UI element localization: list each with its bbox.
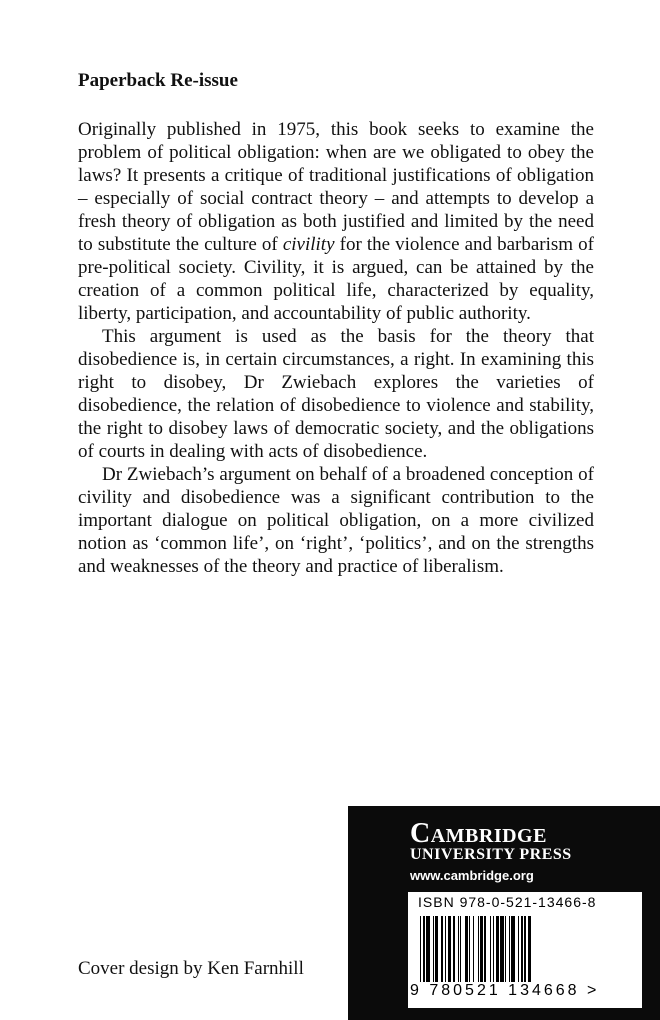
- blurb-paragraph-2: This argument is used as the basis for the theory that disobedience is, in certain circumstances, a right. In examining this right to disobey, Dr Zwiebach explores the varieties of disobedience, the relation of disobedience to violence and stability, the right to disobey laws of democratic society, and the obligations of courts in dealing with acts of disobedience.: [78, 326, 594, 462]
- blurb-paragraph-1: Originally published in 1975, this book seeks to examine the problem of political obligation: when are we obligated to obey the laws? It presents a critique of traditional justifications of obligation – especially of social contract theory – and attempts to develop a fresh theory of obligation as both justified and limited by the need to substitute the culture of civility for the violence and barbarism of pre-political society. Civility, it is argued, can be attained by the creation of a common political life, characterized by equality, liberty, participation, and accountability of public authority.: [78, 119, 594, 324]
- publisher-url: www.cambridge.org: [410, 868, 534, 883]
- section-heading: Paperback Re-issue: [78, 70, 238, 91]
- blurb-paragraph-3: Dr Zwiebach’s argument on behalf of a broadened conception of civility and disobedience was a significant contribution to the important dialogue on political obligation, on a more civilized notion as ‘common life’, on ‘right’, ‘politics’, and on the strengths and weaknesses of the theory and practice of liberalism.: [78, 464, 594, 577]
- publisher-panel: [348, 806, 660, 1020]
- barcode-bars: [420, 916, 630, 982]
- blurb-text: [78, 118, 594, 578]
- publisher-name: Cambridge: [410, 818, 547, 849]
- barcode-digits: 9 780521 134668 >: [410, 982, 600, 999]
- isbn-label: ISBN 978-0-521-13466-8: [418, 894, 597, 910]
- cover-design-credit: Cover design by Ken Farnhill: [78, 958, 304, 979]
- isbn-barcode: [408, 892, 642, 1008]
- publisher-press: UNIVERSITY PRESS: [410, 846, 572, 863]
